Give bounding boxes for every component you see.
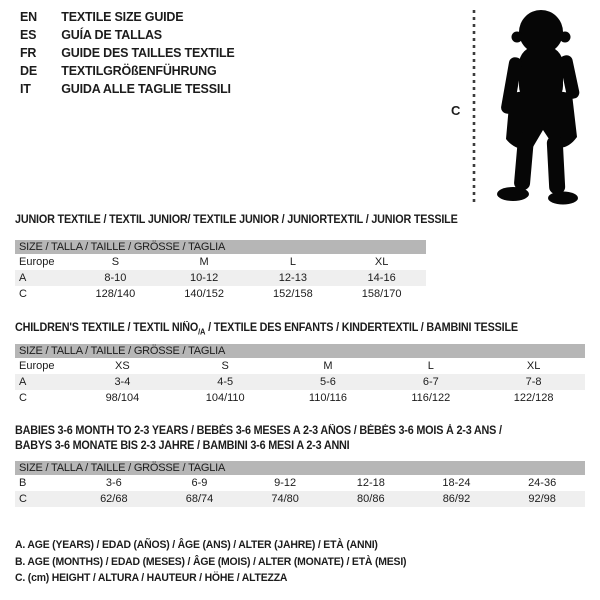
size-cell: 12-18 — [356, 477, 385, 489]
size-cell: 122/128 — [513, 392, 554, 404]
size-cell: 62/68 — [71, 491, 157, 507]
size-cell: 24-36 — [528, 477, 557, 489]
children-title-pre: CHILDREN'S TEXTILE / TEXTIL NIÑO — [15, 322, 199, 334]
list-item — [20, 8, 235, 26]
size-cell: 8-10 — [71, 270, 160, 286]
row-label: A — [15, 374, 71, 390]
row-label: B — [19, 477, 27, 489]
size-cell: 4-5 — [174, 374, 277, 390]
language-code: EN — [20, 10, 37, 24]
list-item — [20, 62, 235, 80]
footnote-legend — [15, 537, 427, 587]
size-cell: 98/104 — [105, 392, 140, 404]
row-label: C — [19, 392, 27, 404]
size-cell: 10-12 — [160, 270, 249, 286]
size-cell: 7-8 — [482, 374, 585, 390]
size-cell: 3-4 — [71, 374, 174, 390]
size-cell: 116/122 — [411, 392, 451, 404]
table-row — [15, 491, 585, 507]
size-cell: 140/152 — [184, 288, 224, 300]
size-cell: 80/86 — [328, 491, 414, 507]
size-cell: L — [289, 256, 296, 268]
size-cell: 6-9 — [191, 477, 208, 489]
footnote-b: B. AGE (MONTHS) / EDAD (MESES) / ÂGE (MOIS) / ALTER (MONATE) / ETÀ (MESI) — [15, 555, 407, 568]
size-cell: 9-12 — [274, 477, 297, 489]
height-measure-figure — [450, 6, 598, 210]
children-size-table — [15, 344, 585, 406]
size-cell: S — [221, 360, 229, 372]
size-cell: 92/98 — [499, 491, 585, 507]
measure-c-label: C — [451, 103, 461, 118]
guide-title-de: TEXTILGRÖßENFÜHRUNG — [61, 64, 217, 78]
size-cell: 104/110 — [205, 392, 245, 404]
size-cell: 74/80 — [242, 491, 328, 507]
guide-title-en: TEXTILE SIZE GUIDE — [61, 10, 184, 24]
table-header-row — [15, 461, 585, 475]
size-cell: 6-7 — [379, 374, 482, 390]
size-cell: 5-6 — [277, 374, 380, 390]
language-code: ES — [20, 28, 37, 42]
children-section-title — [15, 321, 518, 339]
dashed-height-line-icon — [471, 8, 477, 208]
children-title-sub: /A — [198, 327, 206, 337]
table-row — [15, 374, 585, 390]
table-row — [15, 390, 585, 406]
junior-section-title: JUNIOR TEXTILE / TEXTIL JUNIOR/ TEXTILE JUNIOR / JUNIORTEXTIL / JUNIOR TESSILE — [15, 214, 458, 226]
row-label: C — [19, 288, 27, 300]
children-title-post: / TEXTILE DES ENFANTS / KINDERTEXTIL / BAMBINI TESSILE — [205, 322, 518, 334]
language-code: DE — [20, 64, 37, 78]
table-row — [15, 286, 426, 302]
guide-title-es: GUÍA DE TALLAS — [61, 28, 162, 42]
table-row — [15, 475, 585, 491]
size-cell: 128/140 — [95, 288, 136, 300]
table-row — [15, 254, 426, 270]
size-header: SIZE / TALLA / TAILLE / GRÖSSE / TAGLIA — [15, 240, 426, 254]
table-row — [15, 358, 585, 374]
size-cell: M — [199, 256, 209, 268]
table-header-row — [15, 240, 426, 254]
size-cell: 110/116 — [308, 392, 348, 404]
language-code: IT — [20, 82, 31, 96]
junior-size-table — [15, 240, 426, 302]
language-code: FR — [20, 46, 37, 60]
toddler-silhouette-icon — [486, 6, 596, 206]
language-guide-list — [20, 8, 235, 98]
size-header: SIZE / TALLA / TAILLE / GRÖSSE / TAGLIA — [15, 344, 585, 358]
babies-section-title — [15, 424, 502, 454]
size-cell: L — [427, 360, 434, 372]
size-cell: 86/92 — [414, 491, 500, 507]
table-row — [15, 270, 426, 286]
size-cell: 14-16 — [337, 270, 426, 286]
size-cell: 3-6 — [105, 477, 122, 489]
guide-title-fr: GUIDE DES TAILLES TEXTILE — [61, 46, 235, 60]
size-cell: M — [323, 360, 333, 372]
babies-size-table — [15, 461, 585, 507]
size-cell: 152/158 — [272, 288, 313, 300]
babies-title-line2: BABYS 3-6 MONATE BIS 2-3 JAHRE / BAMBINI 3-6 MESI A 2-3 ANNI — [15, 440, 350, 452]
list-item — [20, 26, 235, 44]
size-cell: XL — [526, 360, 541, 372]
guide-title-it: GUIDA ALLE TAGLIE TESSILI — [61, 82, 231, 96]
row-label: C — [15, 491, 71, 507]
size-cell: S — [111, 256, 120, 268]
size-cell: XL — [374, 256, 389, 268]
size-cell: 158/170 — [361, 288, 402, 300]
footnote-a: A. AGE (YEARS) / EDAD (AÑOS) / ÂGE (ANS) / ALTER (JAHRE) / ETÀ (ANNI) — [15, 539, 378, 551]
size-cell: 12-13 — [249, 270, 338, 286]
size-header: SIZE / TALLA / TAILLE / GRÖSSE / TAGLIA — [15, 461, 585, 475]
size-cell: XS — [115, 360, 130, 372]
footnote-c: C. (cm) HEIGHT / ALTURA / HAUTEUR / HÖHE / ALTEZZA — [15, 572, 288, 584]
babies-title-line1: BABIES 3-6 MONTH TO 2-3 YEARS / BEBÉS 3-6 MESES A 2-3 AÑOS / BÉBÉS 3-6 MOIS À 2-3 ANS / — [15, 425, 502, 437]
row-label: Europe — [19, 256, 55, 268]
size-cell: 18-24 — [442, 477, 471, 489]
list-item — [20, 44, 235, 62]
size-cell: 68/74 — [157, 491, 243, 507]
row-label: Europe — [19, 360, 55, 372]
table-header-row — [15, 344, 585, 358]
list-item — [20, 80, 235, 98]
row-label: A — [15, 270, 71, 286]
